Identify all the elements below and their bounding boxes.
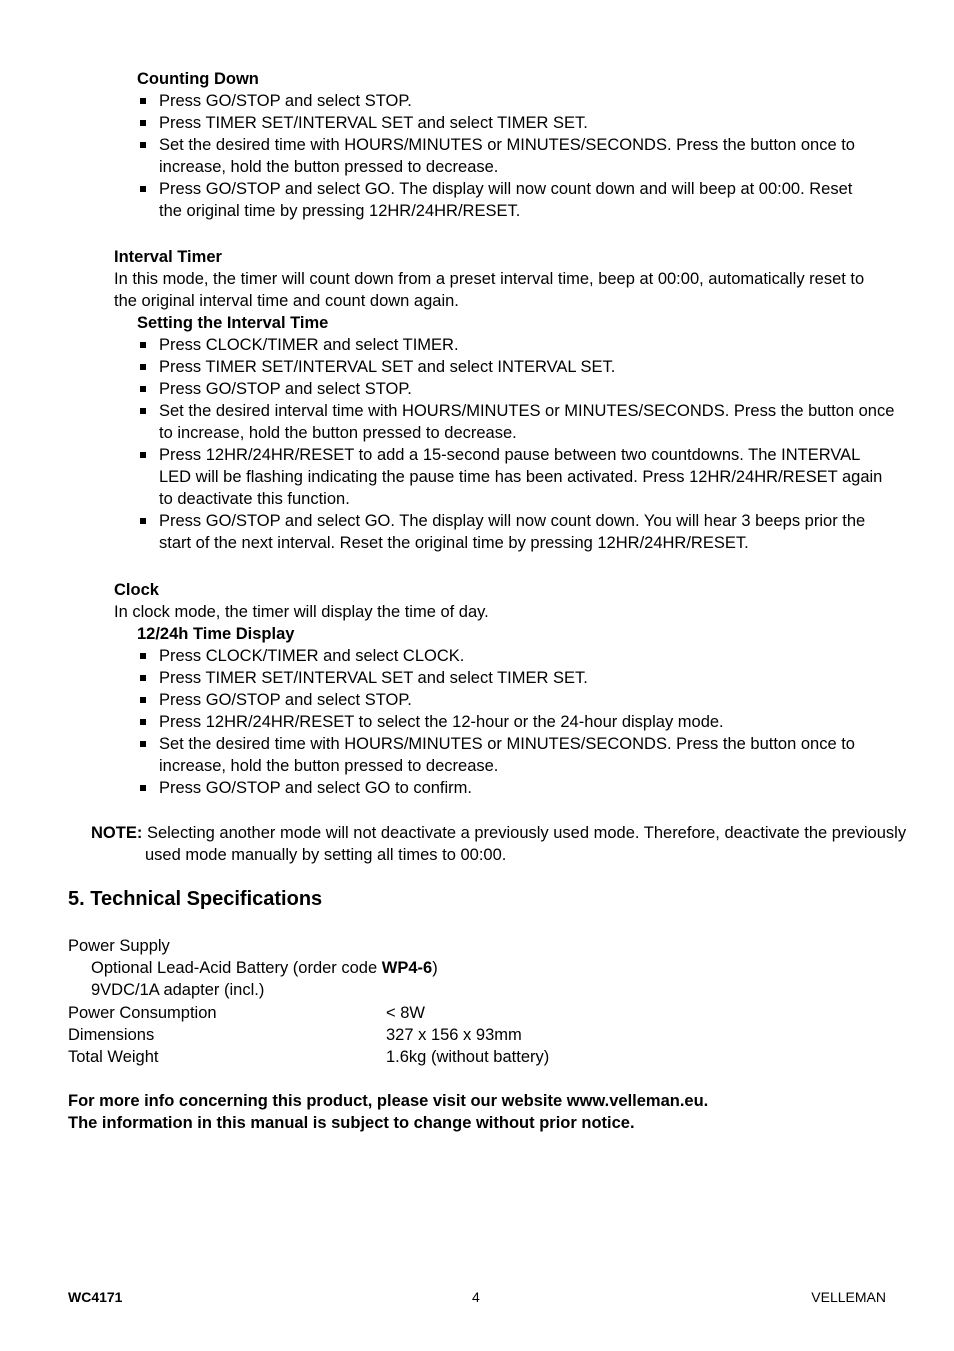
list-item: Press GO/STOP and select STOP. — [137, 689, 899, 711]
battery-code: WP4-6 — [381, 959, 433, 977]
list-item: Press GO/STOP and select GO. The display will now count down and will beep at 00:00. Reset the original time by pressing 12HR/24HR/RESET. — [137, 178, 869, 222]
list-item: Press GO/STOP and select STOP. — [137, 378, 899, 400]
list-item: Press GO/STOP and select STOP. — [137, 90, 899, 112]
closing-line-1: For more info concerning this product, please visit our website www.velleman.eu. — [68, 1092, 709, 1110]
clock-list — [137, 645, 899, 799]
spec-value-dimensions: 327 x 156 x 93mm — [386, 1026, 522, 1044]
note-label: NOTE: — [91, 824, 143, 842]
note-text-1: Selecting another mode will not deactivate a previously used mode. Therefore, deactivate the previously — [146, 824, 907, 842]
spec-value-weight: 1.6kg (without battery) — [386, 1048, 550, 1066]
specs-heading: 5. Technical Specifications — [68, 888, 323, 910]
list-item: Press 12HR/24HR/RESET to select the 12-hour or the 24-hour display mode. — [137, 711, 899, 733]
list-item: Press GO/STOP and select GO to confirm. — [137, 777, 899, 799]
counting-down-list — [137, 90, 899, 222]
footer-model: WC4171 — [68, 1289, 123, 1305]
footer-page-number: 4 — [472, 1289, 480, 1305]
note-text-2: used mode manually by setting all times to 00:00. — [145, 846, 507, 864]
adapter-line: 9VDC/1A adapter (incl.) — [91, 981, 265, 999]
list-item: Press GO/STOP and select GO. The display will now count down. You will hear 3 beeps prior the start of the next interval. Reset the original time by pressing 12HR/24HR/RESET. — [137, 510, 899, 554]
list-item: Press TIMER SET/INTERVAL SET and select INTERVAL SET. — [137, 356, 899, 378]
list-item: Press TIMER SET/INTERVAL SET and select TIMER SET. — [137, 112, 899, 134]
closing-line-2: The information in this manual is subject to change without prior notice. — [68, 1114, 635, 1132]
list-item: Press CLOCK/TIMER and select TIMER. — [137, 334, 899, 356]
list-item: Set the desired time with HOURS/MINUTES or MINUTES/SECONDS. Press the button once to increase, hold the button pressed to decrease. — [137, 733, 859, 777]
interval-timer-heading: Interval Timer — [114, 248, 222, 266]
interval-timer-intro: In this mode, the timer will count down from a preset interval time, beep at 00:00, automatically reset to the original interval time and count down again. — [114, 270, 865, 310]
battery-line — [91, 957, 438, 979]
spec-label-weight: Total Weight — [68, 1048, 159, 1066]
spec-label-dimensions: Dimensions — [68, 1026, 155, 1044]
list-item: Press 12HR/24HR/RESET to add a 15-second pause between two countdowns. The INTERVAL LED will be flashing indicating the pause time has been activated. Press 12HR/24HR/RESET again to deactivate this function. — [137, 444, 894, 510]
clock-intro: In clock mode, the timer will display the time of day. — [114, 603, 489, 621]
battery-prefix: Optional Lead-Acid Battery (order code — [91, 959, 382, 977]
note-line-1 — [91, 822, 906, 844]
battery-suffix: ) — [432, 959, 438, 977]
list-item: Set the desired interval time with HOURS/MINUTES or MINUTES/SECONDS. Press the button once to increase, hold the button pressed to decrease. — [137, 400, 909, 444]
clock-subheading: 12/24h Time Display — [137, 625, 295, 643]
list-item: Press CLOCK/TIMER and select CLOCK. — [137, 645, 899, 667]
clock-heading: Clock — [114, 581, 159, 599]
footer-brand: VELLEMAN — [811, 1289, 886, 1305]
power-supply-label: Power Supply — [68, 937, 170, 955]
interval-time-subheading: Setting the Interval Time — [137, 314, 329, 332]
list-item: Set the desired time with HOURS/MINUTES or MINUTES/SECONDS. Press the button once to increase, hold the button pressed to decrease. — [137, 134, 859, 178]
counting-down-heading: Counting Down — [137, 70, 259, 88]
spec-label-power: Power Consumption — [68, 1004, 217, 1022]
list-item: Press TIMER SET/INTERVAL SET and select TIMER SET. — [137, 667, 899, 689]
spec-value-power: < 8W — [386, 1004, 425, 1022]
interval-timer-list — [137, 334, 909, 554]
